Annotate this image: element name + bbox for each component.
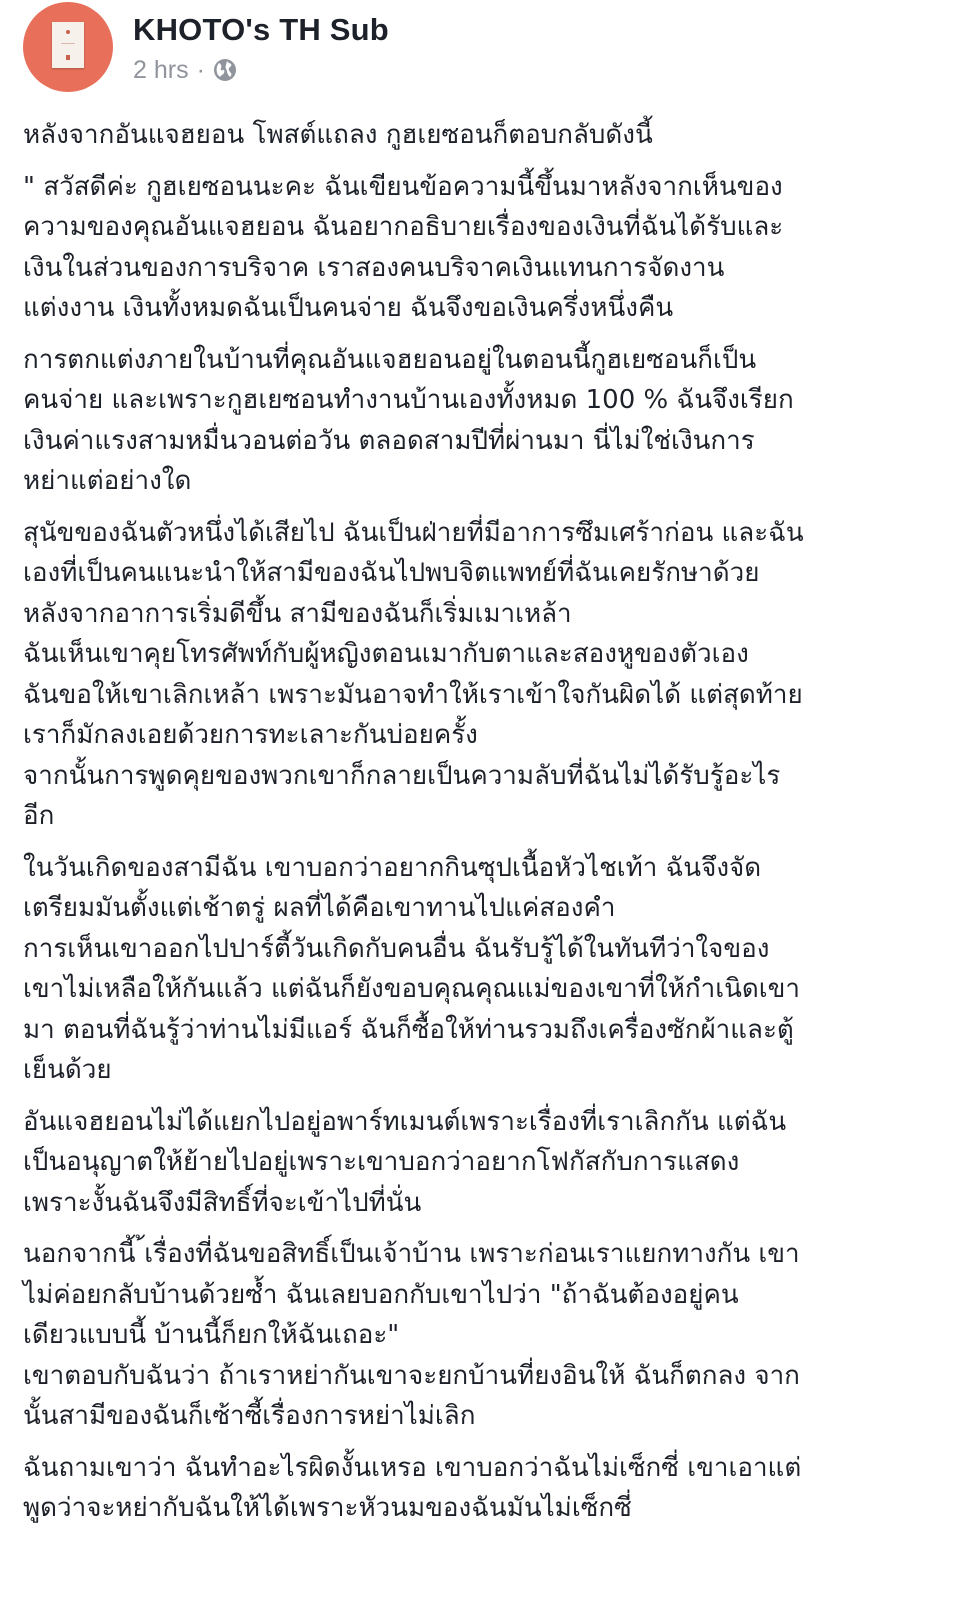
- meta-separator: ·: [196, 55, 205, 84]
- post-text-line: เองที่เป็นคนแนะนำให้สามีของฉันไปพบจิตแพทย์ที่ฉันเคยรักษาด้วย: [23, 558, 760, 588]
- post-text-line: สุนัขของฉันตัวหนึ่งได้เสียไป ฉันเป็นฝ่ายที่มีอาการซึมเศร้าก่อน และฉัน: [23, 517, 804, 548]
- post-text-line: อันแจฮยอนไม่ได้แยกไปอยู่อพาร์ทเมนต์เพราะเรื่องที่เราเลิกกัน แต่ฉัน: [23, 1106, 787, 1137]
- post-paragraph: [23, 167, 923, 329]
- post-text-line: ฉันถามเขาว่า ฉันทำอะไรผิดงั้นเหรอ เขาบอกว่าฉันไม่เซ็กซี่ เขาเอาแต่: [23, 1452, 802, 1483]
- post-body: [23, 115, 923, 1540]
- post-text-line: นอกจากนี้ ้เรื่องที่ฉันขอสิทธิ์เป็นเจ้าบ้าน เพราะก่อนเราแยกทางกัน เขา: [23, 1239, 800, 1269]
- post-text-line: เขาไม่เหลือให้กันแล้ว แต่ฉันก็ยังขอบคุณคุณแม่ของเขาที่ให้กำเนิดเขา: [23, 974, 801, 1004]
- post-text-line: เป็นอนุญาตให้ย้ายไปอยู่เพราะเขาบอกว่าอยากโฟกัสกับการแสดง: [23, 1147, 740, 1177]
- post-text-line: เพราะงั้นฉันจึงมีสิทธิ์ที่จะเข้าไปที่นั่น: [23, 1187, 422, 1218]
- post-text-line: เงินค่าแรงสามหมื่นวอนต่อวัน ตลอดสามปีที่ผ่านมา นี่ไม่ใช่เงินการ: [23, 425, 755, 456]
- post-text-line: จากนั้นการพูดคุยของพวกเขาก็กลายเป็นความลับที่ฉันไม่ได้รับรู้อะไร: [23, 760, 781, 791]
- post-text-line: เดียวแบบนี้ บ้านนี้ก็ยกให้ฉันเถอะ": [23, 1320, 400, 1350]
- post-paragraph: [23, 1102, 923, 1224]
- post-text-line: ฉันขอให้เขาเลิกเหล้า เพราะมันอาจทำให้เราเข้าใจกันผิดได้ แต่สุดท้าย: [23, 679, 803, 710]
- globe-icon[interactable]: [213, 58, 237, 82]
- post-meta: [133, 55, 237, 85]
- post-text-line: ไม่ค่อยกลับบ้านด้วยซ้ำ ฉันเลยบอกกับเขาไปว่า "ถ้าฉันต้องอยู่คน: [23, 1279, 739, 1310]
- post-header: [0, 0, 960, 100]
- post-text-line: เย็นด้วย: [23, 1055, 112, 1085]
- post-text-line: หย่าแต่อย่างใด: [23, 466, 192, 496]
- post-paragraph: [23, 1448, 923, 1529]
- post-text-line: การเห็นเขาออกไปปาร์ตี้วันเกิดกับคนอื่น ฉันรับรู้ได้ในทันทีว่าใจของ: [23, 933, 770, 964]
- post-text-line: อีก: [23, 801, 55, 831]
- post-text-line: ความของคุณอันแจฮยอน ฉันอยากอธิบายเรื่องของเงินที่ฉันได้รับและ: [23, 212, 784, 242]
- post-text-line: เขาตอบกับฉันว่า ถ้าเราหย่ากันเขาจะยกบ้านที่ยงอินให้ ฉันก็ตกลง จาก: [23, 1360, 800, 1391]
- post-text-line: เตรียมมันตั้งแต่เช้าตรู่ ผลที่ได้คือเขาทานไปแค่สองคำ: [23, 893, 616, 923]
- post-paragraph: [23, 1234, 923, 1437]
- post-text-line: แต่งงาน เงินทั้งหมดฉันเป็นคนจ่าย ฉันจึงขอเงินครึ่งหนึ่งคืน: [23, 293, 674, 323]
- post-text-line: เราก็มักลงเอยด้วยการทะเลาะกันบ่อยครั้ง: [23, 720, 478, 750]
- post-text-line: ในวันเกิดของสามีฉัน เขาบอกว่าอยากกินซุปเนื้อหัวไชเท้า ฉันจึงจัด: [23, 852, 762, 883]
- post-timestamp[interactable]: 2 hrs: [133, 55, 189, 84]
- post-paragraph: [23, 848, 923, 1091]
- page-avatar[interactable]: [23, 2, 113, 92]
- post-text-line: นั้นสามีของฉันก็เซ้าซี้เรื่องการหย่าไม่เลิก: [23, 1401, 476, 1431]
- post-text-line: พูดว่าจะหย่ากับฉันให้ได้เพราะหัวนมของฉันมันไม่เซ็กซี่: [23, 1493, 632, 1523]
- post-paragraph: [23, 115, 923, 156]
- post-text-line: หลังจากอันแจฮยอน โพสต์แถลง กูฮเยซอนก็ตอบกลับดังนี้: [23, 120, 653, 150]
- post-paragraph: [23, 513, 923, 837]
- page-name-link[interactable]: KHOTO's TH Sub: [133, 12, 389, 47]
- post-text-line: การตกแต่งภายในบ้านที่คุณอันแจฮยอนอยู่ในตอนนี้กูฮเยซอนก็เป็น: [23, 344, 757, 375]
- avatar-book-icon: [52, 22, 84, 68]
- post-text-line: เงินในส่วนของการบริจาค เราสองคนบริจาคเงินแทนการจัดงาน: [23, 252, 725, 283]
- post-text-line: ฉันเห็นเขาคุยโทรศัพท์กับผู้หญิงตอนเมากับตาและสองหูของตัวเอง: [23, 639, 749, 669]
- post-paragraph: [23, 340, 923, 502]
- post-text-line: คนจ่าย และเพราะกูฮเยซอนทำงานบ้านเองทั้งหมด 100 % ฉันจึงเรียก: [23, 385, 794, 415]
- post-text-line: " สวัสดีค่ะ กูฮเยซอนนะคะ ฉันเขียนข้อความนี้ขึ้นมาหลังจากเห็นของ: [23, 171, 783, 202]
- post-text-line: มา ตอนที่ฉันรู้ว่าท่านไม่มีแอร์ ฉันก็ซื้อให้ท่านรวมถึงเครื่องซักผ้าและตู้: [23, 1014, 794, 1045]
- post-text-line: หลังจากอาการเริ่มดีขึ้น สามีของฉันก็เริ่มเมาเหล้า: [23, 598, 572, 629]
